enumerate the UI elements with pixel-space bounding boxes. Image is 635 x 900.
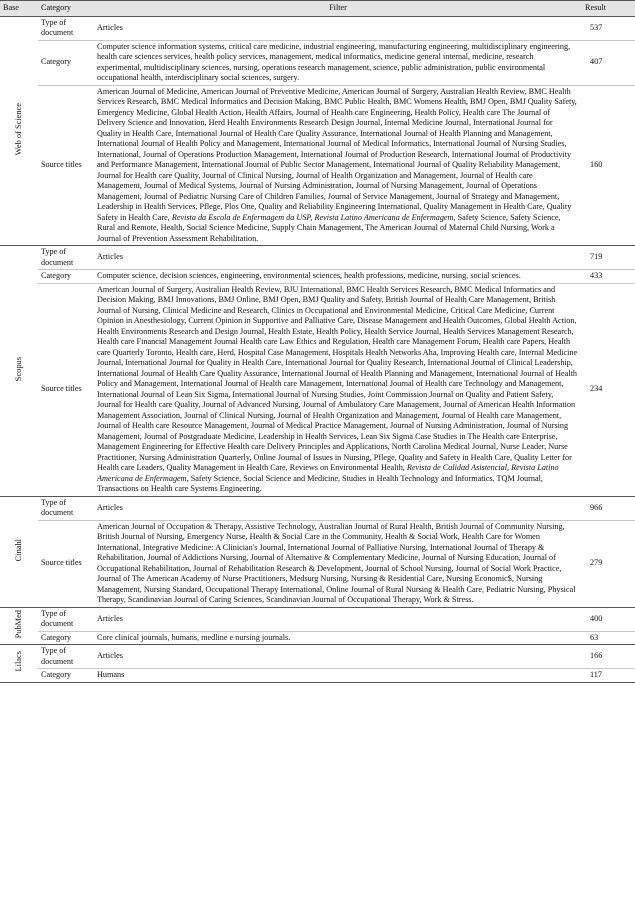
filter-text-italic: Revista de Calidad Asistencial, Revista Latino Americana de Enfermagem, [97,463,559,483]
filter-cell: Computer science, decision sciences, engineering, environmental sciences, health professions, medicine, nursing, social sciences. [94,270,582,284]
filter-cell: Articles [94,16,582,40]
result-cell: 407 [582,40,635,85]
filter-cell: Computer science information systems, critical care medicine, industrial engineering, manufacturing engineering, multidisciplinary engineering, health care sciences services, health policy services, management, medical informatics, medicine general internal, medicine, research experimental, multidisciplinary sciences, nursing, operations research management, science, public administration, public environmental occupational health, interdisciplinary social sciences, surgery. [94,40,582,85]
filter-text-italic: Revista da Escola de Enfermagem da USP, Revista Latino Americana de Enfermagem, [171,212,456,222]
table-row [0,645,635,669]
category-cell: Type of document [38,496,94,520]
result-cell: 63 [582,631,635,645]
filter-text: American Journal of Surgery, Australian Health Review, BJU International, BMC Health Services Research, BMC Medical Informatics and Decision Making, BMJ Innovations, BMJ Online, BMJ Open, BMJ Quality and Safety, British Journal of Health Care Management, British Journal of Nursing, Clinical Medicine and Research, Clinics in Occupational and Environmental Medicine, Critical Care Medicine, Current Opinion in Anesthesiology, Current Opinion in Supportive and Palliative Care, Disease Management and Health Outcomes, Global Health Action, Health Environments Research and Design Journal, Health Estate, Health Policy, Health Service Journal, Health Services Management Research, Health care Financial Management Journal Health care Law Ethics and Regulation, Health care Management Forum, Health care Papers, Health care Quarterly Toronto, Health care, Herd, Hospital Case Management, Hospitals Health Networks Aha, Improving Health care, Internal Medicine Journal, International Journal for Quality in Health Care, International Journal for Quality Research, International Journal of Clinical Leadership, International Journal of Health Care Quality Assurance, International Journal of Health Planning and Management, International Journal of Health Policy and Management, International Journal of Health care Management, International Journal of Health care Technology and Management, International Journal of Lean Six Sigma, International Journal of Nursing Studies, Joint Commission Journal on Quality and Patient Safety, Journal for Health care Quality, Journal of Advanced Nursing, Journal of Ambulatory Care Management, Journal of American Health Information Management Association, Journal of Clinical Nursing, Journal of Health Organization and Management, Journal of Health care Management, Journal of Health care Resource Management, Journal of Medical Practice Management, Journal of Nursing Administration, Journal of Nursing Management, Journal of Postgraduate Medicine, Leadership in Health Services, Lean Six Sigma Case Studies in The Health care Enterprise, Management Engineering for Effective Health care Delivery Principles and Applications, North Carolina Medical Journal, Nurse Leader, Nurse Practitioner, Nursing Administration Quarterly, Online Journal of Issues in Nursing, Pflege, Quality and Safety in Health Care, Quality Letter for Health care Leaders, Quality Management in Health Care, Reviews on Environmental Health, [97,284,578,472]
filter-cell: Articles [94,607,582,631]
base-pubmed: PubMed [0,607,38,645]
result-cell: 719 [582,246,635,270]
base-scopus: Scopus [0,246,38,497]
table-row [0,520,635,607]
table-row [0,631,635,645]
table-row [0,16,635,40]
category-cell: Source titles [38,283,94,496]
result-cell: 160 [582,85,635,246]
base-web-of-science: Web of Science [0,16,38,246]
category-cell: Type of document [38,645,94,669]
category-cell: Category [38,631,94,645]
table-row [0,607,635,631]
category-cell: Type of document [38,246,94,270]
category-cell: Type of document [38,16,94,40]
filter-text: Safety Science, Safety Science, Rural and Remote, Health, Social Science Medicine, Supply Chain Management, The American Journal of Maternal Child Nursing, Work a Journal of Prevention Assessment Rehabilitation. [97,212,561,243]
table-row [0,270,635,284]
result-cell: 279 [582,520,635,607]
filter-cell: Articles [94,246,582,270]
result-cell: 234 [582,283,635,496]
filter-cell: Humans [94,669,582,683]
filter-cell [94,283,582,496]
header-category: Category [38,1,94,17]
category-cell: Category [38,270,94,284]
table-row [0,85,635,246]
category-cell: Source titles [38,520,94,607]
filter-cell: Articles [94,645,582,669]
base-cinahl: Cinahl [0,496,38,607]
header-row [0,1,635,17]
filter-cell: Core clinical journals, humans, medline e nursing journals. [94,631,582,645]
result-cell: 400 [582,607,635,631]
result-cell: 966 [582,496,635,520]
category-cell: Category [38,669,94,683]
filter-cell [94,85,582,246]
filter-cell: Articles [94,496,582,520]
header-base: Base [0,1,38,17]
filter-cell: American Journal of Occupation & Therapy, Assistive Technology, Australian Journal of Rural Health, British Journal of Community Nursing, British Journal of Nursing, Emergency Nurse, Health & Social Care in the Community, Health & Social Work, Health Care for Women International, Integrative Medicine: A Clinician's Journal, International Journal of Palliative Nursing, International Journal of Therapy & Rehabilitation, Journal of Addictions Nursing, Journal of Alternative & Complementary Medicine, Journal of Nursing Education, Journal of Occupational Rehabilitation, Journal of Rehabilitation Research & Development, Journal of School Nursing, Journal of Social Work Practice, Journal of The American Academy of Nurse Practitioners, Medsurg Nursing, Nursing & Residential Care, Nursing Economic$, Nursing Management, Nursing Standard, Occupational Therapy International, Online Journal of Rural Nursing & Health Care, Pediatric Nursing, Physical Therapy, Scandinavian Journal of Caring Sciences, Scandinavian Journal of Occupational Therapy, Work & Stress. [94,520,582,607]
table-row [0,40,635,85]
category-cell: Type of document [38,607,94,631]
result-cell: 117 [582,669,635,683]
table-row [0,246,635,270]
table-row [0,283,635,496]
filter-text: Safety Science, Social Science and Medicine, Studies in Health Technology and Informatics, TQM Journal, Transactions on Health care Systems Engineering. [97,473,543,493]
filter-text: American Journal of Medicine, American Journal of Preventive Medicine, American Journal of Surgery, Australian Health Review, BMC Health Services Research, BMC Medical Informatics and Decision Making, BMC Public Health, BMC Womens Health, BMJ Open, BMJ Quality Safety, Emergency Medicine, Global Health Action, Health Affairs, Journal of Health care Engineering, Health Policy, Health care The Journal of Delivery Science and Innovation, Herd Health Environments Research Design Journal, Internal Medicine Journal, International Journal for Quality in Health Care, International Journal of Health Care Quality Assurance, International Journal of Health Planning and Management, International Journal of Health Policy and Management, International Journal of Medical Informatics, International Journal of Nursing Studies, International, Journal of Operations Production Management, International Journal of Production Research, International Journal of Productivity and Performance Management, International Journal of Public Sector Management, International Journal of Quality Reliability Management, Journal for Health care Quality, Journal of Clinical Nursing, Journal of Health Organization and Management, Journal of Health care Management, Journal of Medical Systems, Journal of Nursing Administration, Journal of Nursing Management, Journal of Operations Management, Journal of Pediatric Nursing Care of Children Families, Journal of Service Management, Journal of Strategy and Management, Leadership in Health Services, Pflege, Plos One, Quality and Reliability Engineering International, Quality Management in Health Care, Quality Safety in Health Care, [97,86,577,222]
category-cell: Category [38,40,94,85]
result-cell: 433 [582,270,635,284]
table-row [0,496,635,520]
result-cell: 166 [582,645,635,669]
category-cell: Source titles [38,85,94,246]
header-result: Result [582,1,635,17]
base-lilacs: Lilacs [0,645,38,683]
header-filter: Filter [94,1,582,17]
result-cell: 537 [582,16,635,40]
table-row [0,669,635,683]
